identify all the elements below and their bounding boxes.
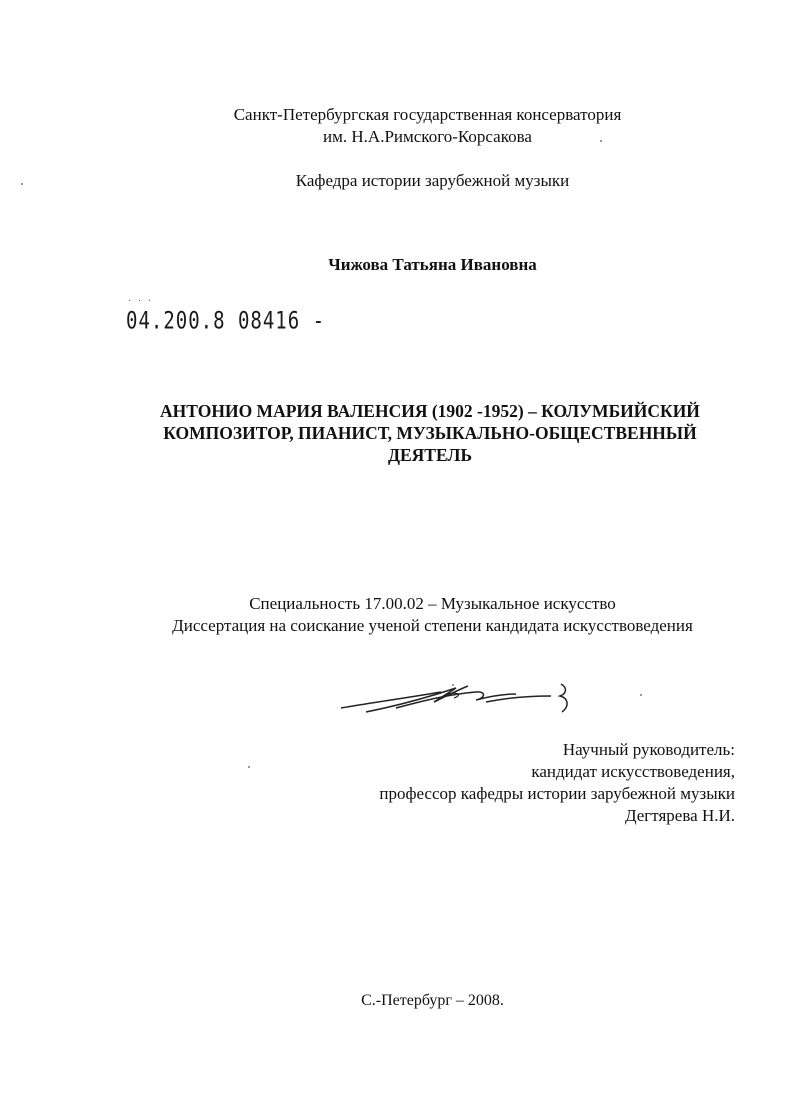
degree-statement: Диссертация на соискание ученой степени кандидата искусствоведения xyxy=(172,616,693,635)
scan-speck xyxy=(248,766,250,768)
speciality: Специальность 17.00.02 – Музыкальное искусство xyxy=(249,594,616,613)
institution-name-sub: им. Н.А.Римского-Корсакова xyxy=(323,127,532,146)
scan-speck xyxy=(600,140,602,142)
advisor-position: профессор кафедры истории зарубежной музыки xyxy=(379,784,735,803)
city-year: С.-Петербург – 2008. xyxy=(361,992,504,1009)
title-line-1: АНТОНИО МАРИЯ ВАЛЕНСИЯ (1902 -1952) – КОЛУМБИЙСКИЙ xyxy=(160,401,700,421)
department-name: Кафедра истории зарубежной музыки xyxy=(295,171,570,190)
title-line-3: ДЕЯТЕЛЬ xyxy=(387,445,473,465)
stamp-dash: - xyxy=(300,307,326,335)
author-name: Чижова Татьяна Ивановна xyxy=(328,255,537,274)
registration-stamp xyxy=(126,307,325,335)
title-line-2: КОМПОЗИТОР, ПИАНИСТ, МУЗЫКАЛЬНО-ОБЩЕСТВЕННЫЙ xyxy=(163,423,697,443)
scan-speck xyxy=(640,694,642,696)
stamp-number: 04.200.8 08416 xyxy=(126,307,301,335)
advisor-name: Дегтярева Н.И. xyxy=(624,806,735,825)
scientific-advisor xyxy=(379,739,735,827)
handwritten-signature xyxy=(336,672,586,722)
advisor-degree: кандидат искусствоведения, xyxy=(531,762,735,781)
dissertation-title xyxy=(100,400,760,466)
scan-speck xyxy=(21,183,23,185)
institution-name: Санкт-Петербургская государственная консерватория xyxy=(233,105,622,124)
advisor-label: Научный руководитель: xyxy=(562,740,735,759)
scan-speck xyxy=(452,684,454,686)
stamp-marks: · · · xyxy=(128,296,153,307)
